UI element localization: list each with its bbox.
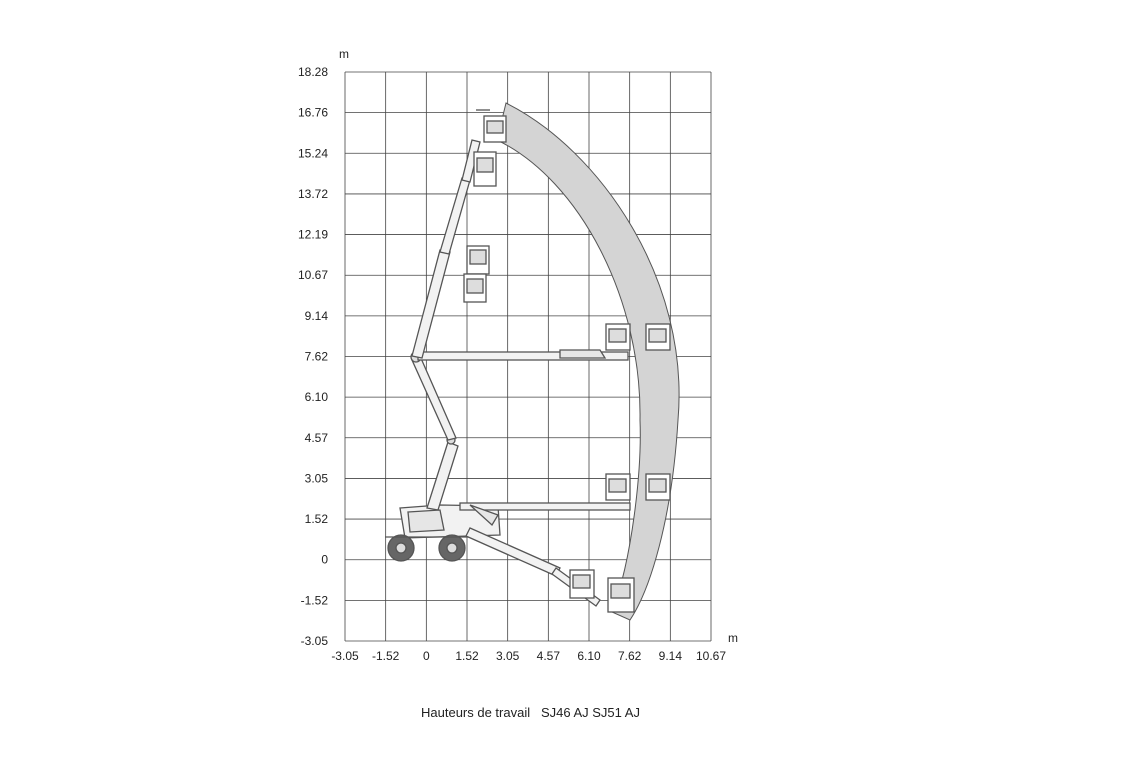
y-tick-label: 0 <box>321 552 328 567</box>
y-tick-label: 3.05 <box>304 471 328 486</box>
y-axis-unit: m <box>339 47 349 61</box>
y-tick-label: 4.57 <box>304 430 328 445</box>
basket-low-b <box>646 474 670 500</box>
working-envelope-area <box>497 103 679 620</box>
y-tick-label: 6.10 <box>304 390 328 405</box>
y-tick-label: 1.52 <box>304 512 328 527</box>
x-tick-label: 9.14 <box>658 649 683 663</box>
x-tick-label: -3.05 <box>331 649 359 663</box>
y-tick-label: -1.52 <box>300 593 328 608</box>
boom-below-grade <box>466 528 560 576</box>
y-tick-label: 10.67 <box>297 268 328 283</box>
aerial-lift-illustration <box>385 110 670 612</box>
x-tick-label: 4.57 <box>536 649 561 663</box>
y-tick-label: 7.62 <box>304 349 328 364</box>
y-tick-label: -3.05 <box>300 634 328 648</box>
boom-low-horizontal <box>460 503 630 510</box>
basket-below-b <box>608 578 634 612</box>
x-tick-label: 0 <box>422 649 430 663</box>
basket-horizontal-b <box>646 324 670 350</box>
basket-high-2 <box>474 152 496 186</box>
lower-boom <box>427 442 458 510</box>
y-axis-ticks <box>298 65 328 648</box>
x-axis-unit: m <box>728 631 738 645</box>
x-tick-label: 1.52 <box>455 649 479 663</box>
basket-horizontal-a <box>606 324 630 350</box>
basket-top <box>476 110 506 142</box>
basket-low-a <box>606 474 630 500</box>
diagram-caption: Hauteurs de travail SJ46 AJ SJ51 AJ <box>421 705 640 720</box>
y-tick-label: 12.19 <box>297 227 328 242</box>
y-tick-label: 15.24 <box>297 146 328 161</box>
basket-below-a <box>570 570 594 598</box>
x-tick-label: 10.67 <box>695 649 727 663</box>
y-tick-label: 16.76 <box>297 105 328 120</box>
y-tick-label: 13.72 <box>297 186 328 201</box>
x-tick-label: 6.10 <box>577 649 601 663</box>
upper-boom-raised <box>412 250 450 358</box>
x-tick-label: 3.05 <box>495 649 520 663</box>
x-tick-label: 7.62 <box>617 649 642 663</box>
y-tick-label: 9.14 <box>304 308 328 323</box>
x-axis-ticks <box>331 649 726 663</box>
basket-mid-1 <box>467 246 489 274</box>
x-tick-label: -1.52 <box>371 649 400 663</box>
y-tick-label: 18.28 <box>297 65 328 79</box>
basket-mid-2 <box>464 274 486 302</box>
